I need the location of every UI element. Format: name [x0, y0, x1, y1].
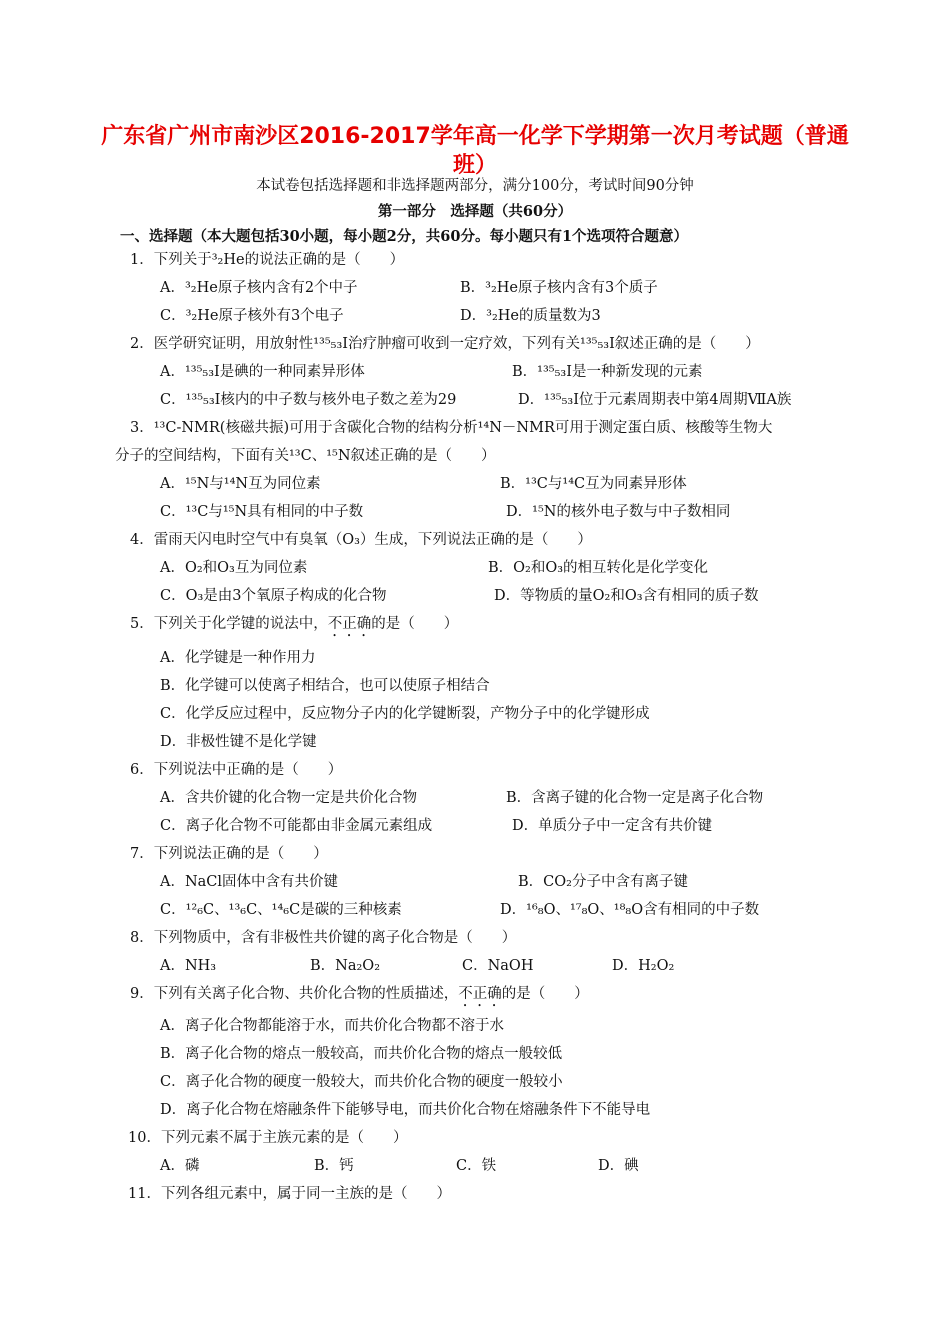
exam-subtitle: 本试卷包括选择题和非选择题两部分，满分100分，考试时间90分钟	[256, 178, 694, 194]
question-6-option-c: C．离子化合物不可能都由非金属元素组成	[160, 818, 433, 834]
section-instruction: 一、选择题（本大题包括30小题，每小题2分，共60分。每小题只有1个选项符合题意）	[120, 228, 689, 245]
question-11-stem: 11．下列各组元素中，属于同一主族的是（ ）	[128, 1186, 451, 1202]
question-1-option-b: B．³₂He原子核内含有3个质子	[460, 280, 658, 296]
question-1-stem: 1．下列关于³₂He的说法正确的是（ ）	[130, 252, 405, 268]
emphasis-text: 不正确	[327, 616, 372, 632]
question-9-option-c: C．离子化合物的硬度一般较大，而共价化合物的硬度一般较小	[160, 1074, 563, 1090]
question-7-option-b: B．CO₂分子中含有离子键	[518, 874, 688, 890]
question-10-option-d: D．碘	[598, 1158, 639, 1174]
question-4-option-b: B．O₂和O₃的相互转化是化学变化	[488, 560, 709, 576]
question-7-option-a: A．NaCl固体中含有共价键	[160, 874, 339, 890]
question-6-option-a: A．含共价键的化合物一定是共价化合物	[160, 790, 417, 806]
question-2-option-d: D．¹³⁵₅₃I位于元素周期表中第4周期ⅦA族	[518, 392, 792, 408]
question-3-option-d: D．¹⁵N的核外电子数与中子数相同	[506, 504, 731, 520]
question-5-option-d: D．非极性键不是化学键	[160, 734, 317, 750]
part-heading: 第一部分 选择题（共60分）	[377, 203, 573, 220]
question-5-stem: 5．下列关于化学键的说法中，不正确的是（ ）	[130, 616, 459, 632]
question-1-option-d: D．³₂He的质量数为3	[460, 308, 601, 324]
question-2-stem: 2．医学研究证明，用放射性¹³⁵₅₃I治疗肿瘤可收到一定疗效，下列有关¹³⁵₅₃I叙述正确的是（ ）	[130, 336, 760, 352]
question-5-option-c: C．化学反应过程中，反应物分子内的化学键断裂，产物分子中的化学键形成	[160, 706, 650, 722]
question-9-option-d: D．离子化合物在熔融条件下能够导电，而共价化合物在熔融条件下不能导电	[160, 1102, 651, 1118]
question-9-option-a: A．离子化合物都能溶于水，而共价化合物都不溶于水	[160, 1018, 504, 1034]
question-6-option-d: D．单质分子中一定含有共价键	[512, 818, 713, 834]
question-10-option-c: C．铁	[456, 1158, 497, 1174]
question-6-stem: 6．下列说法中正确的是（ ）	[130, 762, 343, 778]
question-8-option-a: A．NH₃	[160, 958, 217, 974]
exam-title: 广东省广州市南沙区2016-2017学年高一化学下学期第一次月考试题（普通班）	[101, 124, 849, 178]
question-9-stem: 9．下列有关离子化合物、共价化合物的性质描述，不正确的是（ ）	[130, 986, 589, 1002]
question-10-stem: 10．下列元素不属于主族元素的是（ ）	[128, 1130, 408, 1146]
question-2-option-b: B．¹³⁵₅₃I是一种新发现的元素	[512, 364, 703, 380]
question-10-option-a: A．磷	[160, 1158, 200, 1174]
question-1-option-c: C．³₂He原子核外有3个电子	[160, 308, 344, 324]
question-10-option-b: B．钙	[314, 1158, 354, 1174]
question-8-stem: 8．下列物质中，含有非极性共价键的离子化合物是（ ）	[130, 930, 517, 946]
question-4-option-a: A．O₂和O₃互为同位素	[160, 560, 308, 576]
question-1-option-a: A．³₂He原子核内含有2个中子	[160, 280, 358, 296]
emphasis-text: 不正确	[458, 986, 502, 1002]
question-2-option-a: A．¹³⁵₅₃I是碘的一种同素异形体	[160, 364, 365, 380]
question-5-option-b: B．化学键可以使离子相结合，也可以使原子相结合	[160, 678, 490, 694]
question-3-option-c: C．¹³C与¹⁵N具有相同的中子数	[160, 504, 364, 520]
question-3-option-a: A．¹⁵N与¹⁴N互为同位素	[160, 476, 321, 492]
question-3-stem: 3．¹³C-NMR(核磁共振)可用于含碳化合物的结构分析¹⁴N－NMR可用于测定蛋白质、核酸等生物大	[130, 420, 773, 436]
question-3-option-b: B．¹³C与¹⁴C互为同素异形体	[500, 476, 687, 492]
question-2-option-c: C．¹³⁵₅₃I核内的中子数与核外电子数之差为29	[160, 392, 457, 408]
question-8-option-d: D．H₂O₂	[612, 958, 675, 974]
question-3-stem-cont: 分子的空间结构，下面有关¹³C、¹⁵N叙述正确的是（ ）	[115, 448, 496, 464]
question-9-option-b: B．离子化合物的熔点一般较高，而共价化合物的熔点一般较低	[160, 1046, 563, 1062]
question-7-stem: 7．下列说法正确的是（ ）	[130, 846, 328, 862]
question-4-option-d: D．等物质的量O₂和O₃含有相同的质子数	[494, 588, 759, 604]
question-7-option-d: D．¹⁶₈O、¹⁷₈O、¹⁸₈O含有相同的中子数	[500, 902, 760, 918]
question-8-option-c: C．NaOH	[462, 958, 534, 974]
question-8-option-b: B．Na₂O₂	[310, 958, 381, 974]
question-4-stem: 4．雷雨天闪电时空气中有臭氧（O₃）生成，下列说法正确的是（ ）	[130, 532, 592, 548]
question-4-option-c: C．O₃是由3个氧原子构成的化合物	[160, 588, 387, 604]
question-5-option-a: A．化学键是一种作用力	[160, 650, 316, 666]
question-6-option-b: B．含离子键的化合物一定是离子化合物	[506, 790, 764, 806]
question-7-option-c: C．¹²₆C、¹³₆C、¹⁴₆C是碳的三种核素	[160, 902, 402, 918]
